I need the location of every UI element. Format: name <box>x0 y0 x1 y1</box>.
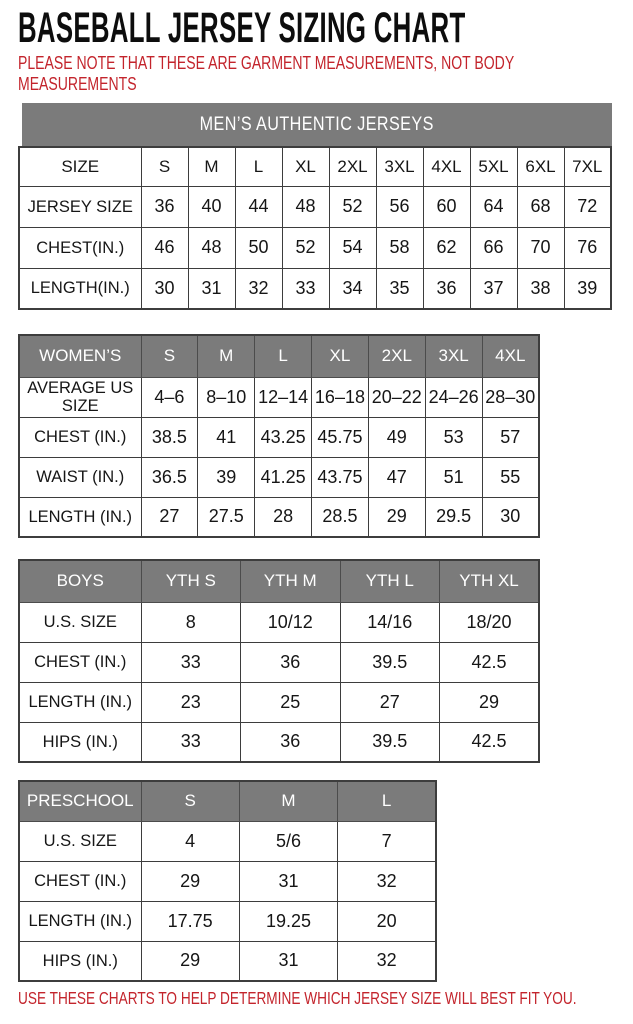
data-cell: 31 <box>239 941 337 981</box>
header-cell: XL <box>312 335 369 377</box>
data-cell: 28 <box>255 497 312 537</box>
data-cell: 47 <box>368 457 425 497</box>
data-cell: 36 <box>241 642 341 682</box>
data-cell: 27 <box>141 497 198 537</box>
data-cell: 40 <box>188 186 235 227</box>
table-row <box>19 602 539 642</box>
row-label-cell: LENGTH(IN.) <box>19 268 141 309</box>
header-cell: YTH M <box>241 560 341 602</box>
header-cell: 4XL <box>482 335 539 377</box>
garment-measurement-note <box>18 53 633 95</box>
data-cell: 28.5 <box>312 497 369 537</box>
data-cell: 36 <box>141 186 188 227</box>
table-row <box>19 268 611 309</box>
header-cell: WOMEN’S <box>19 335 141 377</box>
data-cell: 30 <box>482 497 539 537</box>
data-cell: 53 <box>425 417 482 457</box>
data-cell: 34 <box>329 268 376 309</box>
data-cell: 25 <box>241 682 341 722</box>
data-cell: 27.5 <box>198 497 255 537</box>
data-cell: 16–18 <box>312 377 369 417</box>
data-cell: 5/6 <box>239 821 337 861</box>
header-cell: 5XL <box>470 147 517 186</box>
data-cell: 44 <box>235 186 282 227</box>
data-cell: 42.5 <box>440 642 540 682</box>
data-cell: 27 <box>340 682 440 722</box>
data-cell: 52 <box>282 227 329 268</box>
row-label-cell: JERSEY SIZE <box>19 186 141 227</box>
row-label-cell: LENGTH (IN.) <box>19 901 141 941</box>
header-cell: M <box>239 781 337 821</box>
header-cell: 7XL <box>564 147 611 186</box>
header-cell: SIZE <box>19 147 141 186</box>
data-cell: 7 <box>338 821 436 861</box>
table-row <box>19 457 539 497</box>
header-cell: 6XL <box>517 147 564 186</box>
row-label-cell: U.S. SIZE <box>19 602 141 642</box>
header-cell: L <box>255 335 312 377</box>
footer-note: USE THESE CHARTS TO HELP DETERMINE WHICH JERSEY SIZE WILL BEST FIT YOU. <box>18 988 577 1008</box>
data-cell: 32 <box>338 941 436 981</box>
data-cell: 36 <box>423 268 470 309</box>
data-cell: 52 <box>329 186 376 227</box>
data-cell: 55 <box>482 457 539 497</box>
data-cell: 29 <box>141 941 239 981</box>
data-cell: 29 <box>141 861 239 901</box>
data-cell: 64 <box>470 186 517 227</box>
data-cell: 14/16 <box>340 602 440 642</box>
data-cell: 36 <box>241 722 341 762</box>
table-row <box>19 186 611 227</box>
mens-authentic-jerseys-banner <box>22 103 612 146</box>
header-cell: S <box>141 781 239 821</box>
table-row <box>19 497 539 537</box>
banner-label: MEN’S AUTHENTIC JERSEYS <box>199 114 435 135</box>
table-row <box>19 941 436 981</box>
table-row <box>19 417 539 457</box>
table-row <box>19 821 436 861</box>
row-label-cell: AVERAGE US SIZE <box>19 377 141 417</box>
data-cell: 49 <box>368 417 425 457</box>
data-cell: 17.75 <box>141 901 239 941</box>
table-row <box>19 901 436 941</box>
data-cell: 50 <box>235 227 282 268</box>
row-label-cell: LENGTH (IN.) <box>19 497 141 537</box>
mens-sizing-table <box>18 146 612 310</box>
data-cell: 72 <box>564 186 611 227</box>
row-label-cell: HIPS (IN.) <box>19 722 141 762</box>
table-row <box>19 722 539 762</box>
boys-sizing-table <box>18 559 540 763</box>
data-cell: 48 <box>188 227 235 268</box>
data-cell: 57 <box>482 417 539 457</box>
data-cell: 19.25 <box>239 901 337 941</box>
data-cell: 8 <box>141 602 241 642</box>
header-cell: 2XL <box>368 335 425 377</box>
data-cell: 39 <box>564 268 611 309</box>
header-cell: YTH L <box>340 560 440 602</box>
table-header-row <box>19 335 539 377</box>
table-row <box>19 377 539 417</box>
data-cell: 42.5 <box>440 722 540 762</box>
header-cell: XL <box>282 147 329 186</box>
data-cell: 10/12 <box>241 602 341 642</box>
table-header-row <box>19 147 611 186</box>
header-cell: YTH S <box>141 560 241 602</box>
data-cell: 36.5 <box>141 457 198 497</box>
data-cell: 29 <box>368 497 425 537</box>
data-cell: 33 <box>141 642 241 682</box>
data-cell: 54 <box>329 227 376 268</box>
table-row <box>19 861 436 901</box>
note-line-2: MEASUREMENTS <box>18 74 137 94</box>
data-cell: 4–6 <box>141 377 198 417</box>
header-cell: L <box>338 781 436 821</box>
header-cell: M <box>198 335 255 377</box>
header-cell: S <box>141 147 188 186</box>
header-cell: 2XL <box>329 147 376 186</box>
header-cell: 3XL <box>425 335 482 377</box>
data-cell: 23 <box>141 682 241 722</box>
data-cell: 33 <box>282 268 329 309</box>
data-cell: 45.75 <box>312 417 369 457</box>
data-cell: 8–10 <box>198 377 255 417</box>
data-cell: 66 <box>470 227 517 268</box>
data-cell: 32 <box>235 268 282 309</box>
data-cell: 38.5 <box>141 417 198 457</box>
data-cell: 32 <box>338 861 436 901</box>
row-label-cell: HIPS (IN.) <box>19 941 141 981</box>
data-cell: 28–30 <box>482 377 539 417</box>
header-cell: YTH XL <box>440 560 540 602</box>
data-cell: 60 <box>423 186 470 227</box>
data-cell: 56 <box>376 186 423 227</box>
row-label-cell: CHEST (IN.) <box>19 861 141 901</box>
data-cell: 58 <box>376 227 423 268</box>
data-cell: 33 <box>141 722 241 762</box>
data-cell: 30 <box>141 268 188 309</box>
womens-sizing-table <box>18 334 540 538</box>
data-cell: 35 <box>376 268 423 309</box>
header-cell: 3XL <box>376 147 423 186</box>
data-cell: 31 <box>188 268 235 309</box>
data-cell: 39.5 <box>340 642 440 682</box>
header-cell: PRESCHOOL <box>19 781 141 821</box>
table-row <box>19 682 539 722</box>
data-cell: 4 <box>141 821 239 861</box>
data-cell: 38 <box>517 268 564 309</box>
header-cell: L <box>235 147 282 186</box>
page-title <box>18 6 633 50</box>
data-cell: 46 <box>141 227 188 268</box>
row-label-cell: WAIST (IN.) <box>19 457 141 497</box>
data-cell: 70 <box>517 227 564 268</box>
data-cell: 24–26 <box>425 377 482 417</box>
data-cell: 43.75 <box>312 457 369 497</box>
table-header-row <box>19 560 539 602</box>
preschool-sizing-table <box>18 780 437 982</box>
table-row <box>19 227 611 268</box>
page-title-text: BASEBALL JERSEY SIZING CHART <box>18 4 466 52</box>
header-cell: 4XL <box>423 147 470 186</box>
data-cell: 62 <box>423 227 470 268</box>
data-cell: 51 <box>425 457 482 497</box>
row-label-cell: CHEST (IN.) <box>19 417 141 457</box>
header-cell: S <box>141 335 198 377</box>
data-cell: 18/20 <box>440 602 540 642</box>
data-cell: 41.25 <box>255 457 312 497</box>
data-cell: 41 <box>198 417 255 457</box>
row-label-cell: CHEST(IN.) <box>19 227 141 268</box>
data-cell: 48 <box>282 186 329 227</box>
data-cell: 76 <box>564 227 611 268</box>
data-cell: 29 <box>440 682 540 722</box>
table-header-row <box>19 781 436 821</box>
data-cell: 39.5 <box>340 722 440 762</box>
row-label-cell: U.S. SIZE <box>19 821 141 861</box>
data-cell: 20–22 <box>368 377 425 417</box>
row-label-cell: CHEST (IN.) <box>19 642 141 682</box>
header-cell: BOYS <box>19 560 141 602</box>
data-cell: 68 <box>517 186 564 227</box>
data-cell: 37 <box>470 268 517 309</box>
data-cell: 20 <box>338 901 436 941</box>
data-cell: 31 <box>239 861 337 901</box>
data-cell: 29.5 <box>425 497 482 537</box>
data-cell: 43.25 <box>255 417 312 457</box>
row-label-cell: LENGTH (IN.) <box>19 682 141 722</box>
data-cell: 39 <box>198 457 255 497</box>
data-cell: 12–14 <box>255 377 312 417</box>
note-line-1: PLEASE NOTE THAT THESE ARE GARMENT MEASUREMENTS, NOT BODY <box>18 53 515 73</box>
table-row <box>19 642 539 682</box>
header-cell: M <box>188 147 235 186</box>
